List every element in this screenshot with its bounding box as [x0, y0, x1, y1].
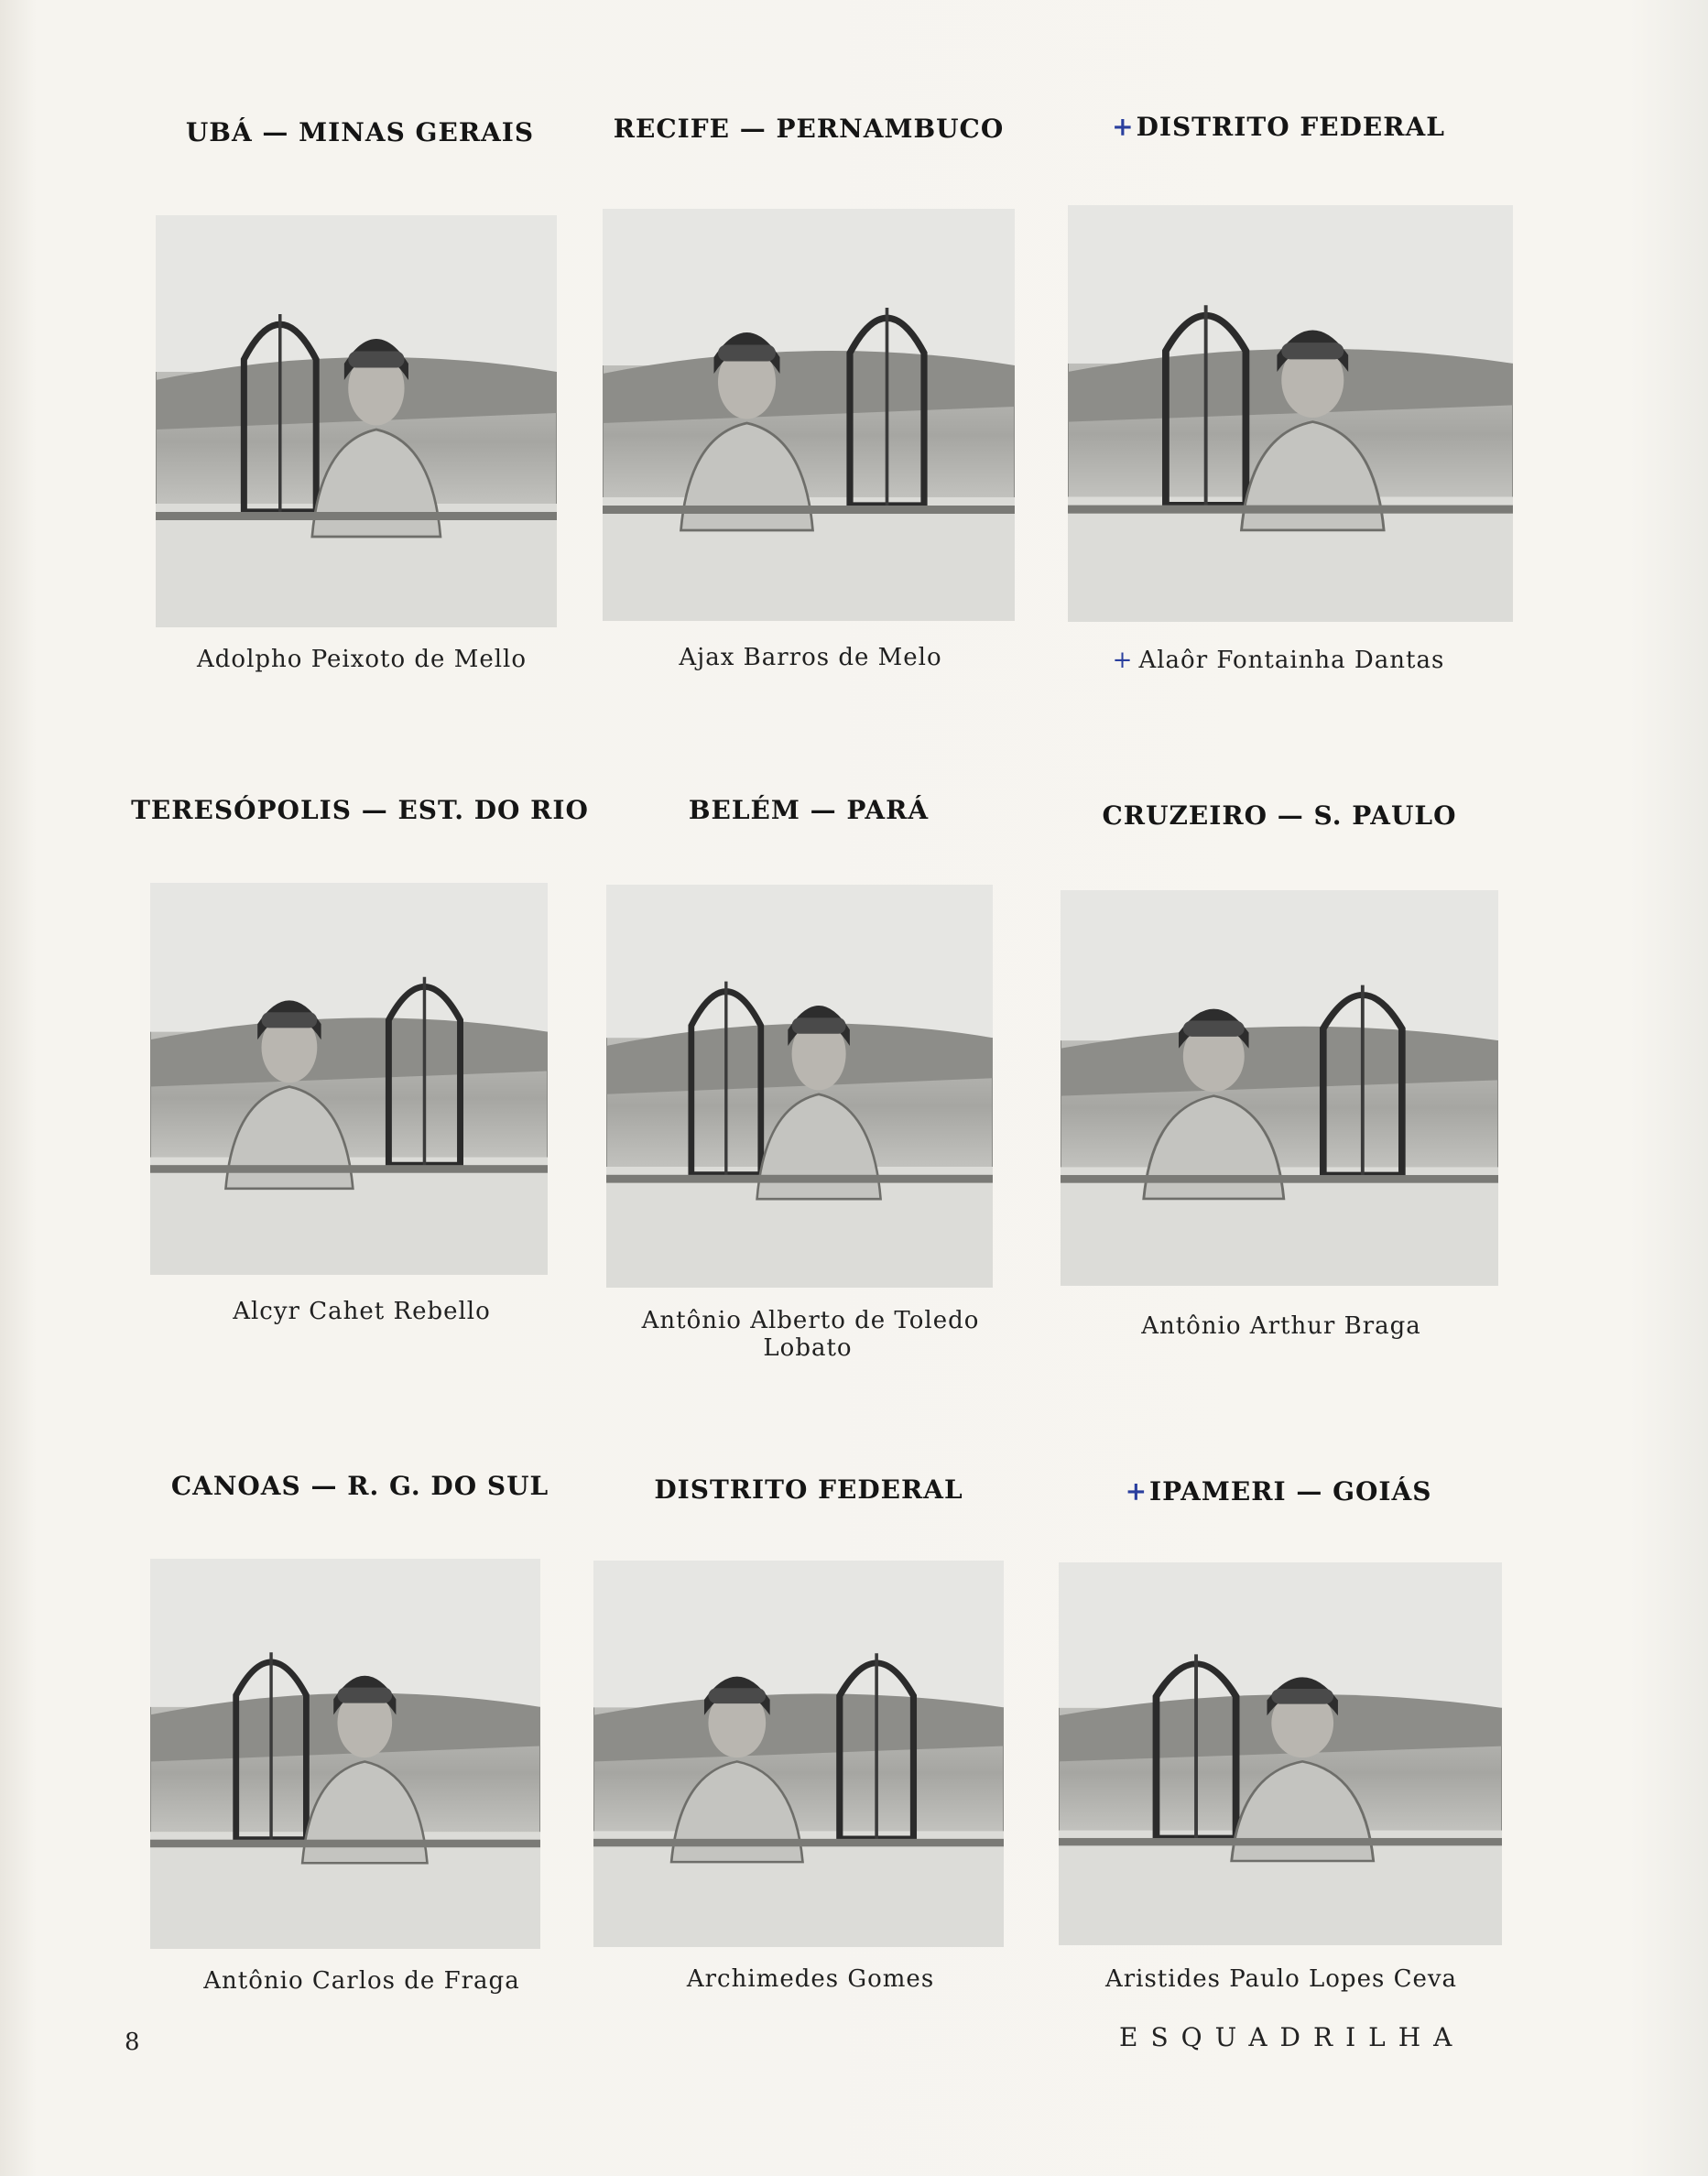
sky: [150, 1559, 540, 1707]
pilot-body: [757, 1094, 881, 1199]
cockpit-rim: [156, 512, 557, 520]
pilot-name-caption: Antônio Carlos de Fraga: [203, 1967, 520, 1995]
pilot-body: [671, 1761, 802, 1862]
pilot-name-caption: Aristides Paulo Lopes Ceva: [1104, 1965, 1458, 1993]
hometown-heading: CANOAS — R. G. DO SUL: [170, 1471, 549, 1501]
sky: [1068, 205, 1513, 364]
cockpit-rim: [606, 1175, 993, 1183]
cockpit-rim: [150, 1840, 540, 1848]
pilot-body: [681, 423, 813, 530]
cockpit-rim: [603, 506, 1015, 514]
pilot-photo: [150, 1559, 540, 1949]
pilot-name-caption: Archimedes Gomes: [686, 1965, 935, 1993]
magazine-title: ESQUADRILHA: [1119, 2022, 1465, 2052]
sky: [593, 1561, 1004, 1707]
goggles: [337, 1688, 392, 1703]
cockpit-rim: [1061, 1175, 1498, 1183]
sky: [1059, 1562, 1502, 1708]
hometown-heading: RECIFE — PERNAMBUCO: [613, 114, 1005, 144]
cross-mark: +: [1125, 1476, 1148, 1507]
goggles: [1183, 1021, 1245, 1037]
pilot-name-caption: Antônio Arthur Braga: [1141, 1312, 1421, 1340]
goggles: [1281, 343, 1344, 359]
cockpit-rim: [1068, 506, 1513, 514]
hometown-heading: UBÁ — MINAS GERAIS: [185, 117, 535, 147]
hometown-heading: TERESÓPOLIS — EST. DO RIO: [131, 795, 589, 825]
pilot-photo: [593, 1561, 1004, 1947]
hometown-heading: CRUZEIRO — S. PAULO: [1102, 800, 1457, 831]
pilot-photo: [1068, 205, 1513, 622]
pilot-name-caption: + Alaôr Fontainha Dantas: [1112, 647, 1445, 674]
pilot-body: [312, 430, 441, 537]
pilot-photo: [1061, 890, 1498, 1286]
pilot-body: [1232, 1761, 1374, 1861]
goggles: [718, 345, 776, 362]
pilot-name-caption: Ajax Barros de Melo: [679, 644, 942, 671]
goggles: [348, 352, 404, 368]
sky: [1061, 890, 1498, 1040]
pilot-photo: [603, 209, 1015, 621]
goggles: [262, 1012, 318, 1028]
cockpit-rim: [593, 1839, 1004, 1846]
hometown-heading: DISTRITO FEDERAL: [654, 1474, 963, 1505]
sky: [156, 215, 557, 372]
cockpit-rim: [150, 1165, 548, 1173]
pilot-photo: [1059, 1562, 1502, 1945]
hometown-heading: +DISTRITO FEDERAL: [1112, 112, 1445, 142]
pilot-body: [1144, 1096, 1284, 1199]
pilot-photo: [156, 215, 557, 627]
pilot-body: [302, 1762, 427, 1864]
pilot-name-caption: Alcyr Cahet Rebello: [233, 1298, 491, 1325]
cockpit-rim: [1059, 1838, 1502, 1845]
pilot-body: [225, 1087, 353, 1189]
sky: [150, 883, 548, 1032]
goggles: [708, 1688, 766, 1703]
goggles: [792, 1017, 846, 1034]
pilot-name-caption: Antônio Alberto de Toledo Lobato: [641, 1307, 980, 1362]
cross-mark: +: [1112, 647, 1134, 674]
pilot-photo: [150, 883, 548, 1275]
hometown-heading: BELÉM — PARÁ: [688, 795, 930, 825]
pilot-photo: [606, 885, 993, 1288]
pilot-body: [1242, 422, 1385, 530]
sky: [603, 209, 1015, 365]
cross-mark: +: [1112, 112, 1135, 142]
goggles: [1271, 1689, 1333, 1704]
page-number: 8: [125, 2029, 140, 2056]
hometown-heading: +IPAMERI — GOIÁS: [1125, 1476, 1432, 1507]
sky: [606, 885, 993, 1038]
pilot-name-caption: Adolpho Peixoto de Mello: [197, 646, 527, 673]
